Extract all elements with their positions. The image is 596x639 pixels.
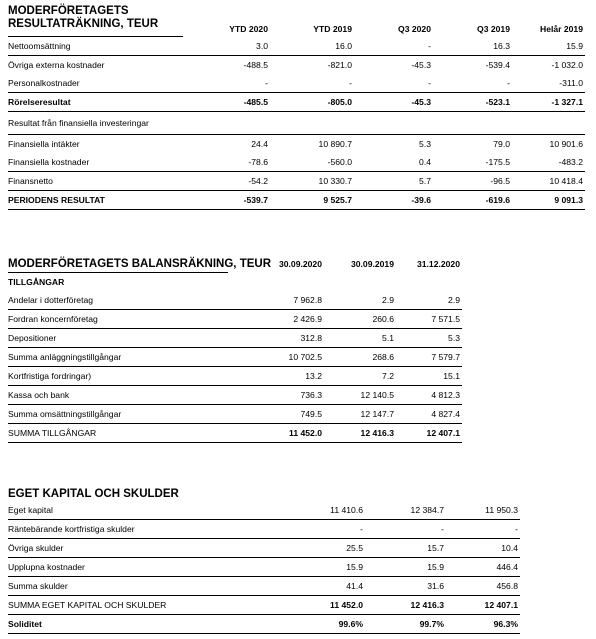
cell-value: 260.6 bbox=[324, 309, 396, 328]
row-label: Finansiella intäkter bbox=[8, 139, 80, 149]
row-label: Resultat från finansiella investeringar bbox=[8, 112, 183, 135]
table-row bbox=[8, 539, 520, 558]
cell-value: 5.3 bbox=[396, 328, 462, 347]
cell-value: -619.6 bbox=[433, 191, 512, 210]
cell-value: -54.2 bbox=[183, 172, 270, 191]
income-title-line2: RESULTATRÄKNING, TEUR bbox=[8, 18, 159, 30]
cell-value: -78.6 bbox=[183, 153, 270, 172]
cell-value: 12 416.3 bbox=[365, 596, 446, 615]
cell-value: 12 407.1 bbox=[396, 423, 462, 442]
cell-value: 16.0 bbox=[270, 37, 354, 56]
equity-liabilities bbox=[8, 501, 520, 634]
cell-value: -485.5 bbox=[183, 93, 270, 112]
row-label: Räntebärande kortfristiga skulder bbox=[8, 520, 278, 539]
balance-col-header: 30.09.2020 bbox=[278, 259, 322, 270]
cell-value: 10 330.7 bbox=[270, 172, 354, 191]
cell-value: 11 452.0 bbox=[278, 596, 365, 615]
equity-title: EGET KAPITAL OCH SKULDER bbox=[8, 488, 179, 500]
row-label: Personalkostnader bbox=[8, 74, 183, 93]
cell-value: -39.6 bbox=[354, 191, 433, 210]
cell-value: 5.3 bbox=[419, 139, 431, 149]
cell-value: - bbox=[433, 74, 512, 93]
cell-value: 12 407.1 bbox=[446, 596, 520, 615]
cell-value: -821.0 bbox=[327, 60, 352, 70]
equity-table bbox=[8, 501, 520, 634]
table-row-ratio bbox=[8, 615, 520, 634]
row-label: Summa omsättningstillgångar bbox=[8, 404, 228, 423]
cell-value: 15.9 bbox=[365, 558, 446, 577]
cell-value: 15.9 bbox=[512, 37, 585, 56]
balance-sheet bbox=[8, 256, 462, 443]
income-col-header: Q3 2019 bbox=[477, 24, 510, 35]
income-col-header: Helår 2019 bbox=[539, 24, 583, 35]
cell-value: 16.3 bbox=[433, 37, 512, 56]
cell-value: 5.7 bbox=[354, 172, 433, 191]
cell-value: 99.7% bbox=[365, 615, 446, 634]
table-row bbox=[8, 366, 462, 385]
row-label: Andelar i dotterföretag bbox=[8, 291, 228, 310]
cell-value: 2.9 bbox=[324, 291, 396, 310]
cell-value: 3.0 bbox=[183, 37, 270, 56]
table-row bbox=[8, 328, 462, 347]
cell-value: 5.1 bbox=[324, 328, 396, 347]
cell-value: - bbox=[354, 74, 433, 93]
cell-value: -175.5 bbox=[433, 153, 512, 172]
row-label: Soliditet bbox=[8, 615, 278, 634]
cell-value: 15.9 bbox=[278, 558, 365, 577]
balance-col-header: 31.12.2020 bbox=[416, 259, 460, 270]
table-row-total bbox=[8, 423, 462, 442]
row-label: Kassa och bank bbox=[8, 385, 228, 404]
cell-value: 99.6% bbox=[278, 615, 365, 634]
cell-value: -45.3 bbox=[411, 60, 431, 70]
balance-col-header: 30.09.2019 bbox=[350, 259, 394, 270]
table-row-subtotal bbox=[8, 93, 585, 112]
table-row-section bbox=[8, 273, 462, 291]
table-row-subtotal bbox=[8, 577, 520, 596]
cell-value: -45.3 bbox=[354, 93, 433, 112]
cell-value: - bbox=[270, 74, 354, 93]
cell-value: 12 416.3 bbox=[324, 423, 396, 442]
table-row bbox=[8, 56, 585, 75]
cell-value: 7 571.5 bbox=[396, 309, 462, 328]
table-row bbox=[8, 112, 585, 135]
cell-value: - bbox=[354, 37, 433, 56]
cell-value: 456.8 bbox=[446, 577, 520, 596]
cell-value: 10 890.7 bbox=[318, 139, 352, 149]
cell-value: - bbox=[365, 520, 446, 539]
table-row bbox=[8, 520, 520, 539]
income-statement bbox=[8, 22, 585, 210]
row-label: Rörelseresultat bbox=[8, 93, 183, 112]
row-label: Nettoomsättning bbox=[8, 37, 183, 56]
cell-value: 7.2 bbox=[324, 366, 396, 385]
cell-value: 11 950.3 bbox=[446, 501, 520, 520]
cell-value: 10 901.6 bbox=[549, 139, 583, 149]
row-label: TILLGÅNGAR bbox=[8, 276, 65, 287]
row-label: PERIODENS RESULTAT bbox=[8, 191, 183, 210]
cell-value: -560.0 bbox=[270, 153, 354, 172]
row-label: Kortfristiga fordringar) bbox=[8, 366, 228, 385]
income-col-header: Q3 2020 bbox=[398, 24, 431, 35]
cell-value: 4 827.4 bbox=[396, 404, 462, 423]
income-header-row bbox=[8, 22, 585, 37]
cell-value: -539.7 bbox=[183, 191, 270, 210]
table-row bbox=[8, 385, 462, 404]
cell-value: 15.1 bbox=[396, 366, 462, 385]
cell-value: -311.0 bbox=[512, 74, 585, 93]
cell-value: 10 418.4 bbox=[512, 172, 585, 191]
cell-value: 2.9 bbox=[396, 291, 462, 310]
row-label: SUMMA TILLGÅNGAR bbox=[8, 423, 228, 442]
table-row-subtotal bbox=[8, 404, 462, 423]
row-label: Övriga skulder bbox=[8, 539, 278, 558]
cell-value: -96.5 bbox=[433, 172, 512, 191]
cell-value: 9 525.7 bbox=[270, 191, 354, 210]
cell-value: 12 384.7 bbox=[365, 501, 446, 520]
row-label: Summa skulder bbox=[8, 577, 278, 596]
balance-table bbox=[8, 256, 462, 443]
cell-value: -805.0 bbox=[270, 93, 354, 112]
cell-value: 10 702.5 bbox=[228, 347, 324, 366]
table-row bbox=[8, 74, 585, 93]
row-label: Fordran koncernföretag bbox=[8, 309, 228, 328]
cell-value: -1 032.0 bbox=[551, 60, 583, 70]
cell-value: 0.4 bbox=[354, 153, 433, 172]
row-label: Eget kapital bbox=[8, 501, 278, 520]
row-label: Upplupna kostnader bbox=[8, 558, 278, 577]
cell-value: 7 579.7 bbox=[396, 347, 462, 366]
cell-value: 12 140.5 bbox=[324, 385, 396, 404]
cell-value: 79.0 bbox=[493, 139, 510, 149]
table-row bbox=[8, 309, 462, 328]
income-title-line1: MODERFÖRETAGETS bbox=[8, 5, 129, 17]
table-row bbox=[8, 153, 585, 172]
cell-value: 41.4 bbox=[278, 577, 365, 596]
row-label: Finansiella kostnader bbox=[8, 153, 183, 172]
cell-value: - bbox=[278, 520, 365, 539]
cell-value: 9 091.3 bbox=[512, 191, 585, 210]
cell-value: 2 426.9 bbox=[228, 309, 324, 328]
cell-value: - bbox=[446, 520, 520, 539]
cell-value: 7 962.8 bbox=[228, 291, 324, 310]
cell-value: 312.8 bbox=[228, 328, 324, 347]
cell-value: 11 452.0 bbox=[228, 423, 324, 442]
balance-title: MODERFÖRETAGETS BALANSRÄKNING, TEUR bbox=[8, 258, 272, 270]
cell-value: -1 327.1 bbox=[512, 93, 585, 112]
table-row bbox=[8, 558, 520, 577]
cell-value: 15.7 bbox=[365, 539, 446, 558]
cell-value: 268.6 bbox=[324, 347, 396, 366]
cell-value: 10.4 bbox=[446, 539, 520, 558]
income-col-header: YTD 2019 bbox=[313, 24, 352, 35]
cell-value: 96.3% bbox=[446, 615, 520, 634]
cell-value: 4 812.3 bbox=[396, 385, 462, 404]
row-label: Depositioner bbox=[8, 328, 228, 347]
cell-value: 12 147.7 bbox=[324, 404, 396, 423]
table-row-total bbox=[8, 596, 520, 615]
row-label: SUMMA EGET KAPITAL OCH SKULDER bbox=[8, 596, 278, 615]
cell-value: 31.6 bbox=[365, 577, 446, 596]
cell-value: - bbox=[183, 74, 270, 93]
row-label: Finansnetto bbox=[8, 172, 183, 191]
cell-value: -539.4 bbox=[485, 60, 510, 70]
cell-value: 11 410.6 bbox=[278, 501, 365, 520]
table-row-total bbox=[8, 191, 585, 210]
table-row bbox=[8, 135, 585, 154]
table-row bbox=[8, 37, 585, 56]
cell-value: -523.1 bbox=[433, 93, 512, 112]
balance-header-row bbox=[8, 256, 462, 273]
table-row bbox=[8, 501, 520, 520]
cell-value: 749.5 bbox=[228, 404, 324, 423]
income-table bbox=[8, 22, 585, 210]
table-row-subtotal bbox=[8, 347, 462, 366]
row-label: Summa anläggningstillgångar bbox=[8, 347, 228, 366]
row-label: Övriga externa kostnader bbox=[8, 60, 105, 70]
cell-value: -483.2 bbox=[512, 153, 585, 172]
cell-value: -488.5 bbox=[243, 60, 268, 70]
cell-value: 13.2 bbox=[228, 366, 324, 385]
cell-value: 736.3 bbox=[228, 385, 324, 404]
cell-value: 446.4 bbox=[446, 558, 520, 577]
income-col-header: YTD 2020 bbox=[229, 24, 268, 35]
cell-value: 24.4 bbox=[251, 139, 268, 149]
table-row bbox=[8, 172, 585, 191]
table-row bbox=[8, 291, 462, 310]
cell-value: 25.5 bbox=[278, 539, 365, 558]
